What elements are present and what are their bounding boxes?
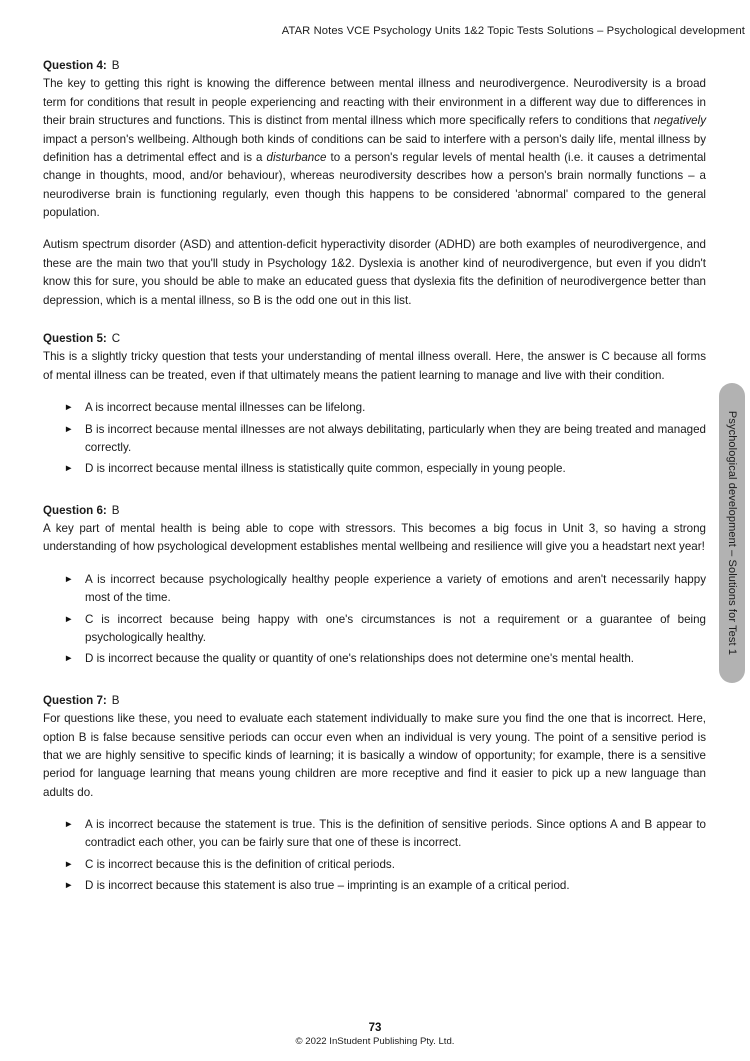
- question-answer-4: B: [111, 59, 120, 72]
- triangle-bullet-icon: ►: [64, 880, 74, 892]
- page-footer: [0, 1022, 750, 1047]
- question-heading-6: [43, 503, 706, 519]
- question-answer-5: C: [111, 331, 121, 345]
- paragraph-text: to a person's regular levels of mental health (i.e. it causes a detrimental change in thoughts, mood, and/or behaviour), whereas neurodiversity describes how a person's brain normally functions – a neurodiverse brain is functioning regularly, even though this happens to be considered 'abnormal' compared to the general population.: [43, 150, 706, 220]
- triangle-bullet-icon: ►: [64, 402, 74, 414]
- block-spacer: [43, 672, 706, 693]
- page-number: 73: [368, 1022, 382, 1034]
- question-block-5: [43, 331, 706, 479]
- list-spacer: [43, 557, 706, 571]
- running-header-text: ATAR Notes VCE Psychology Units 1&2 Topic Tests Solutions – Psychological development: [281, 25, 745, 37]
- question-block-6: [43, 503, 706, 669]
- list-item: [64, 571, 706, 608]
- list-item-text: D is incorrect because mental illness is statistically quite common, especially in young people.: [85, 462, 566, 476]
- block-spacer: [43, 310, 706, 331]
- copyright-notice: © 2022 InStudent Publishing Pty. Ltd.: [295, 1036, 455, 1047]
- paragraph-text: A key part of mental health is being able to cope with stressors. This becomes a big focus in Unit 3, so having a strong understanding of how psychological development establishes mental wellbeing and resilience will give you a headstart next year!: [43, 522, 706, 554]
- list-spacer: [43, 802, 706, 816]
- question-5-paragraph-1: [43, 348, 706, 385]
- question-heading-7: [43, 693, 706, 709]
- list-item-text: D is incorrect because the quality or quantity of one's relationships does not determine one's mental health.: [85, 652, 635, 666]
- question-7-paragraph-1: [43, 710, 706, 802]
- emphasised-text: disturbance: [266, 150, 327, 164]
- question-block-4: [43, 58, 706, 310]
- list-item-text: A is incorrect because the statement is true. This is the definition of sensitive periods. Since options A and B appear to contradict each other, you can be fairly sure that one of these is incorrect.: [85, 818, 706, 850]
- chapter-thumb-tab: [719, 383, 745, 683]
- question-block-7: [43, 693, 706, 896]
- paragraph-text: This is a slightly tricky question that tests your understanding of mental illness overall. Here, the answer is C because all forms of mental illness can be treated, even if that ultimately means the patient learning to manage and live with their condition.: [43, 350, 706, 382]
- question-6-paragraph-1: [43, 520, 706, 557]
- question-4-paragraph-2: [43, 236, 706, 310]
- list-item-text: C is incorrect because this is the definition of critical periods.: [85, 857, 395, 871]
- question-label-5: Question 5:: [43, 331, 107, 345]
- list-item: [64, 399, 706, 417]
- chapter-thumb-tab-label: Psychological development – Solutions for Test 1: [726, 410, 738, 656]
- emphasised-text: negatively: [653, 114, 706, 128]
- question-label-7: Question 7:: [43, 693, 107, 707]
- triangle-bullet-icon: ►: [64, 423, 74, 435]
- triangle-bullet-icon: ►: [64, 858, 74, 870]
- triangle-bullet-icon: ►: [64, 573, 74, 585]
- list-item: [64, 611, 706, 648]
- triangle-bullet-icon: ►: [64, 463, 74, 475]
- list-spacer: [43, 385, 706, 399]
- list-item-text: A is incorrect because mental illnesses can be lifelong.: [85, 401, 366, 415]
- list-item: [64, 650, 706, 668]
- running-header: [0, 25, 750, 37]
- question-4-paragraph-1: [43, 75, 706, 222]
- question-label-6: Question 6:: [43, 503, 107, 517]
- list-item-text: B is incorrect because mental illnesses are not always debilitating, particularly when they are being treated and managed correctly.: [85, 422, 706, 454]
- paragraph-text: For questions like these, you need to evaluate each statement individually to make sure you find the one that is incorrect. Here, option B is false because sensitive periods can occur even when an individual is very young. The point of a sensitive period is that we are highly sensitive to specific kinds of learning; it is basically a window of opportunity; for example, there is a sensitive period for language learning that means young children are more receptive and find it easier to pick up a new language than adults do.: [43, 712, 706, 799]
- list-item-text: D is incorrect because this statement is also true – imprinting is an example of a critical period.: [85, 879, 570, 893]
- triangle-bullet-icon: ►: [64, 613, 74, 625]
- list-item-text: C is incorrect because being happy with one's circumstances is not a requirement or a guarantee of being psychologically healthy.: [85, 612, 706, 644]
- question-answer-7: B: [111, 693, 120, 707]
- list-item: [64, 421, 706, 458]
- paragraph-text: impact a person's wellbeing. Although both kinds of conditions can be said to interfere with a person's daily life, mental illness by definition has a detrimental effect and is a: [43, 132, 706, 164]
- list-item: [64, 877, 706, 895]
- list-item: [64, 816, 706, 853]
- triangle-bullet-icon: ►: [64, 653, 74, 665]
- question-5-bullet-list: [43, 399, 706, 479]
- list-item-text: A is incorrect because psychologically healthy people experience a variety of emotions and aren't necessarily happy most of the time.: [85, 572, 706, 605]
- question-label-4: Question 4:: [43, 59, 107, 72]
- question-6-bullet-list: [43, 571, 706, 669]
- question-answer-6: B: [111, 503, 120, 517]
- list-item: [64, 856, 706, 874]
- question-7-bullet-list: [43, 816, 706, 896]
- question-heading-4: [43, 58, 706, 74]
- block-spacer: [43, 482, 706, 503]
- document-body: [43, 58, 706, 899]
- list-item: [64, 460, 706, 478]
- paragraph-text: The key to getting this right is knowing the difference between mental illness and neurodivergence. Neurodiversity is a broad term for conditions that result in people experiencing and reacting with their environment in a different way due to differences in their brain structures and functions. This is distinct from mental illness which more specifically refers to conditions that: [43, 77, 706, 128]
- triangle-bullet-icon: ►: [64, 819, 74, 831]
- paragraph-text: Autism spectrum disorder (ASD) and attention-deficit hyperactivity disorder (ADHD) are both examples of neurodivergence, and these are the main two that you'll study in Psychology 1&2. Dyslexia is another kind of neurodivergence, but even if you didn't know this for sure, you should be able to make an educated guess that dyslexia fits the definition of neurodivergence better than depression, which is a mental illness, so B is the odd one out in this list.: [43, 238, 706, 307]
- question-heading-5: [43, 331, 706, 347]
